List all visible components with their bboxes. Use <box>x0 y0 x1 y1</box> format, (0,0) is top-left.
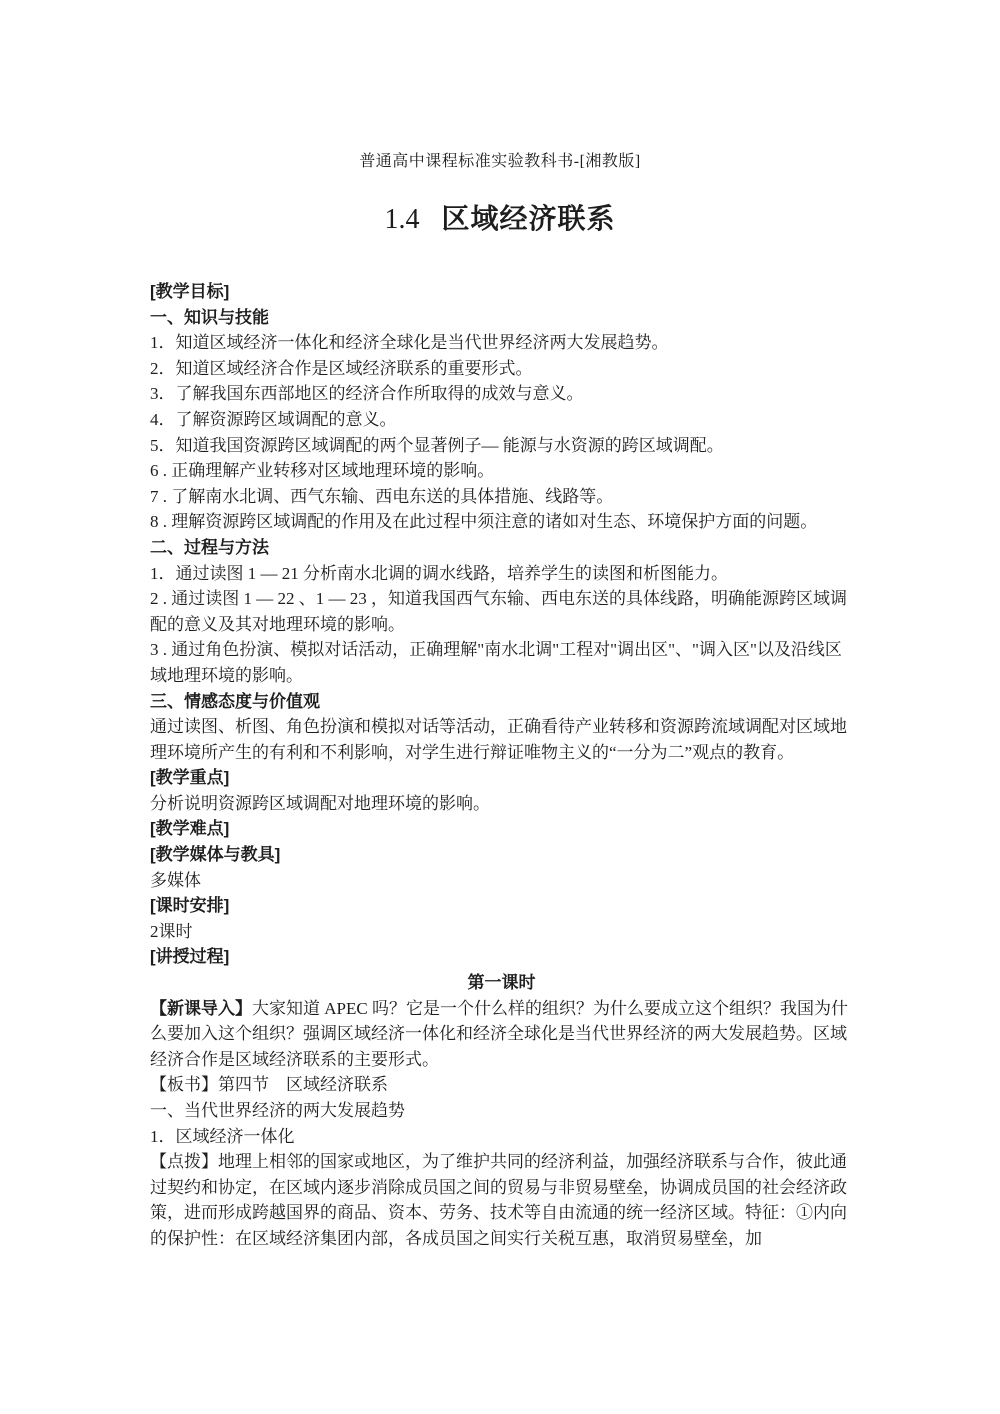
knowledge-item: 4．了解资源跨区域调配的意义。 <box>150 409 397 429</box>
process-item: 1．通过读图 1 — 21 分析南水北调的调水线路，培养学生的读图和析图能力。 <box>150 563 728 583</box>
teaching-key-label: [教学重点] <box>150 768 230 788</box>
teaching-media-text: 多媒体 <box>150 870 201 890</box>
document-header: 普通高中课程标准实验教科书-[湘教版] <box>359 153 641 170</box>
new-lesson-intro-label: 【新课导入】 <box>150 998 252 1018</box>
trend-heading: 一、当代世界经济的两大发展趋势 <box>150 1101 405 1120</box>
knowledge-item: 6 . 正确理解产业转移对区域地理环境的影响。 <box>150 461 495 481</box>
tip-text: 地理上相邻的国家或地区，为了维护共同的经济利益，加强经济联系与合作，彼此通过契约和协定，在区域内逐步消除成员国之间的贸易与非贸易壁垒，协调成员国的社会经济政策，进而形成跨越国界的商品、资本、劳务、技术等自由流通的统一经济区域。特征：①内向的保护性：在区域经济集团内部，各成员国之间实行关税互惠，取消贸易壁垒，加 <box>150 1152 847 1248</box>
process-item: 2 . 通过读图 1 — 22 、1 — 23 ，知道我国西气东输、西电东送的具体线路，明确能源跨区域调配的意义及其对地理环境的影响。 <box>150 589 847 634</box>
knowledge-item: 3．了解我国东西部地区的经济合作所取得的成效与意义。 <box>150 384 584 404</box>
knowledge-skills-heading: 一、知识与技能 <box>150 307 269 327</box>
board-writing-line <box>150 1072 853 1098</box>
objectives-label: [教学目标] <box>150 282 230 301</box>
knowledge-item: 7 . 了解南水北调、西气东输、西电东送的具体措施、线路等。 <box>150 486 614 506</box>
teaching-key-text: 分析说明资源跨区域调配对地理环境的影响。 <box>150 793 490 813</box>
new-lesson-intro-paragraph <box>150 996 853 1073</box>
title-text: 区域经济联系 <box>441 203 616 234</box>
new-lesson-intro-text: 大家知道 APEC 吗？它是一个什么样的组织？为什么要成立这个组织？我国为什么要加入这个组织？强调区域经济一体化和经济全球化是当代世界经济的两大发展趋势。区域经济合作是区域经济联系的主要形式。 <box>150 998 848 1069</box>
knowledge-item: 5．知道我国资源跨区域调配的两个显著例子— 能源与水资源的跨区域调配。 <box>150 435 724 455</box>
document-title <box>0 202 1000 237</box>
teaching-media-label: [教学媒体与教具] <box>150 845 281 865</box>
integration-item: 1．区域经济一体化 <box>150 1126 295 1146</box>
tip-label: 【点拨】 <box>150 1152 218 1172</box>
emotion-values-paragraph: 通过读图、析图、角色扮演和模拟对话等活动，正确看待产业转移和资源跨流域调配对区域地理环境所产生的有利和不利影响，对学生进行辩证唯物主义的“一分为二”观点的教育。 <box>150 717 847 762</box>
knowledge-item: 1．知道区域经济一体化和经济全球化是当代世界经济两大发展趋势。 <box>150 333 669 353</box>
emotion-values-heading: 三、情感态度与价值观 <box>150 691 320 711</box>
process-method-heading: 二、过程与方法 <box>150 537 269 557</box>
knowledge-item: 2．知道区域经济合作是区域经济联系的重要形式。 <box>150 358 533 378</box>
class-schedule-text: 2课时 <box>150 921 193 941</box>
title-section-number: 1.4 <box>384 204 420 235</box>
document-body <box>150 279 853 1252</box>
knowledge-item: 8 . 理解资源跨区域调配的作用及在此过程中须注意的诸如对生态、环境保护方面的问题。 <box>150 512 818 532</box>
board-writing-text: 第四节 区域经济联系 <box>218 1075 388 1095</box>
class-schedule-label: [课时安排] <box>150 896 230 916</box>
process-item: 3 . 通过角色扮演、模拟对话活动，正确理解"南水北调"工程对"调出区"、"调入区"以及沿线区域地理环境的影响。 <box>150 640 842 685</box>
teaching-difficulty-label: [教学难点] <box>150 819 230 839</box>
board-writing-label: 【板书】 <box>150 1075 218 1095</box>
teaching-procedure-label: [讲授过程] <box>150 947 230 967</box>
tip-paragraph <box>150 1149 853 1251</box>
lesson-one-heading: 第一课时 <box>467 973 536 993</box>
